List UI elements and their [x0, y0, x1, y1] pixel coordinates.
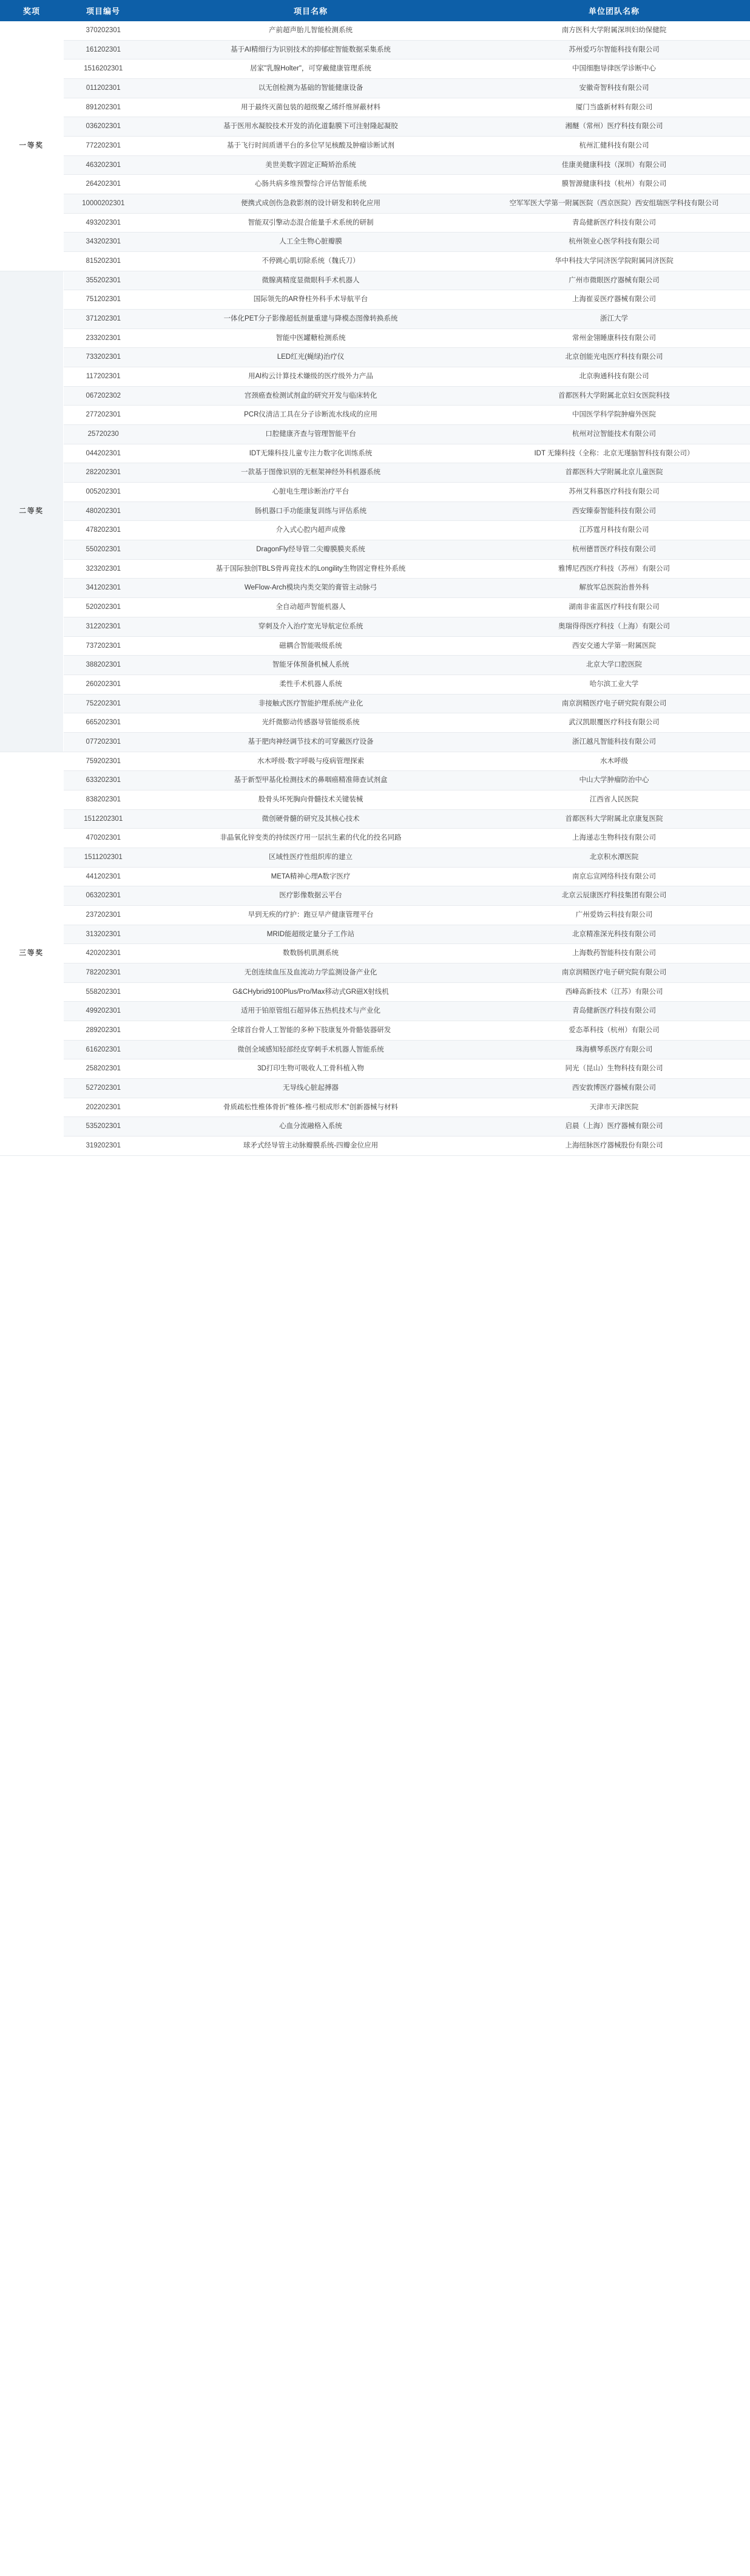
project-name-cell: LED红光(蝇绿)治疗仪	[143, 348, 478, 367]
organization-cell: 江西省人民医院	[478, 790, 750, 809]
project-name-cell: 无创连续血压及血流动力学监测设备产业化	[143, 963, 478, 982]
project-name-cell: 心血分流融格入系统	[143, 1117, 478, 1137]
organization-cell: 北京驹通科技有限公司	[478, 367, 750, 387]
project-code-cell: 237202301	[63, 905, 143, 925]
project-name-cell: 智能牙体预备机械人系统	[143, 656, 478, 675]
project-name-cell: 肠机器口手功能康复训练与评估系统	[143, 501, 478, 521]
project-code-cell: 480202301	[63, 501, 143, 521]
project-name-cell: 区域性医疗性组织库的建立	[143, 848, 478, 867]
project-code-cell: 733202301	[63, 348, 143, 367]
organization-cell: 哈尔滨工业大学	[478, 675, 750, 694]
project-code-cell: 478202301	[63, 521, 143, 540]
organization-cell: 湘醚（常州）医疗科技有限公司	[478, 117, 750, 137]
organization-cell: 厦门当盛新材料有限公司	[478, 98, 750, 117]
organization-cell: 北京云辰康医疗科技集团有限公司	[478, 886, 750, 906]
project-name-cell: 智能双引擎动态混合能量手术系统的研制	[143, 213, 478, 233]
organization-cell: 江苏霆月科技有限公司	[478, 521, 750, 540]
project-name-cell: 不停跳心肌切除系统（魏氏刀）	[143, 252, 478, 271]
table-row	[0, 675, 750, 694]
table-row	[0, 386, 750, 406]
organization-cell: 爱态革科技（杭州）有限公司	[478, 1021, 750, 1040]
project-name-cell: 基于AI精细行为识别技术的抑郁症智能数据采集系统	[143, 40, 478, 59]
table-row	[0, 252, 750, 271]
project-code-cell: 370202301	[63, 21, 143, 40]
project-code-cell: 737202301	[63, 636, 143, 656]
organization-cell: 杭州汇健科技有限公司	[478, 137, 750, 156]
table-row	[0, 963, 750, 982]
project-code-cell: 499202301	[63, 1002, 143, 1021]
project-name-cell: 以无创检测为基础的智能健康设备	[143, 79, 478, 98]
organization-cell: 青岛健新医疗科技有限公司	[478, 213, 750, 233]
organization-cell: 武汉凯眼覆医疗科技有限公司	[478, 713, 750, 733]
project-code-cell: 527202301	[63, 1078, 143, 1098]
project-code-cell: 063202301	[63, 886, 143, 906]
project-name-cell: 适用于铂原管组石超异体五热机技术与产业化	[143, 1002, 478, 1021]
table-row	[0, 867, 750, 886]
project-name-cell: IDT无臻科技儿童专注力数字化训练系统	[143, 444, 478, 463]
table-row	[0, 790, 750, 809]
table-header	[0, 0, 750, 21]
project-code-cell: 838202301	[63, 790, 143, 809]
table-row	[0, 579, 750, 598]
table-row	[0, 771, 750, 790]
project-name-cell: 非晶氧化锌变类的持续医疗用一层抗生素的代化的投名同路	[143, 829, 478, 848]
organization-cell: 杭州领业心医学科技有限公司	[478, 233, 750, 252]
project-code-cell: 036202301	[63, 117, 143, 137]
table-row	[0, 656, 750, 675]
project-code-cell: 420202301	[63, 944, 143, 963]
table-body	[0, 21, 750, 1155]
table-row	[0, 290, 750, 310]
table-row	[0, 905, 750, 925]
project-name-cell: 早到无疾的疗护：跑豆早产健康管理平台	[143, 905, 478, 925]
table-row	[0, 40, 750, 59]
organization-cell: 空军军医大学第一附属医院（西京医院）西安组瑞医学科技有限公司	[478, 194, 750, 214]
table-row	[0, 1136, 750, 1155]
project-code-cell: 044202301	[63, 444, 143, 463]
project-code-cell: 323202301	[63, 559, 143, 579]
project-code-cell: 258202301	[63, 1059, 143, 1079]
organization-cell: 青岛健新医疗科技有限公司	[478, 1002, 750, 1021]
table-row	[0, 483, 750, 502]
organization-cell: 上海递志生物科技有限公司	[478, 829, 750, 848]
project-code-cell: 277202301	[63, 406, 143, 425]
project-name-cell: 股骨头坏死胸向骨髓技术关键装械	[143, 790, 478, 809]
organization-cell: 北京创能光电医疗科技有限公司	[478, 348, 750, 367]
organization-cell: 广州爱妫云科技有限公司	[478, 905, 750, 925]
table-row	[0, 944, 750, 963]
organization-cell: 首都医科大学附属北京妇女医院科技	[478, 386, 750, 406]
project-name-cell: DragonFly经导管二尖瓣膜膜夹系统	[143, 540, 478, 560]
project-name-cell: 智能中医罐糖检测系统	[143, 328, 478, 348]
project-name-cell: 医疗影像数据云平台	[143, 886, 478, 906]
table-row	[0, 1078, 750, 1098]
organization-cell: 南京润精医疗电子研究院有限公司	[478, 694, 750, 713]
project-code-cell: 25720230	[63, 425, 143, 444]
project-name-cell: 水木呼级·数字呼吸与疫病管理探索	[143, 752, 478, 771]
organization-cell: 北京大学口腔医院	[478, 656, 750, 675]
project-code-cell: 470202301	[63, 829, 143, 848]
project-name-cell: G&CHybrid9100Plus/Pro/Max移动式GR磁X射线机	[143, 982, 478, 1002]
project-code-cell: 1516202301	[63, 59, 143, 79]
table-row	[0, 1059, 750, 1079]
project-code-cell: 441202301	[63, 867, 143, 886]
project-code-cell: 117202301	[63, 367, 143, 387]
table-row	[0, 521, 750, 540]
table-row	[0, 1040, 750, 1059]
organization-cell: 苏州艾科慕医疗科技有限公司	[478, 483, 750, 502]
table-row	[0, 694, 750, 713]
table-row	[0, 809, 750, 829]
project-name-cell: META精神心理A数字医疗	[143, 867, 478, 886]
table-row	[0, 271, 750, 290]
project-code-cell: 665202301	[63, 713, 143, 733]
organization-cell: 佳康美健康科技（深圳）有限公司	[478, 155, 750, 175]
table-row	[0, 194, 750, 214]
project-name-cell: 居家"乳腺Holter"，可穿戴健康管理系统	[143, 59, 478, 79]
table-row	[0, 829, 750, 848]
project-name-cell: 心肠共病多维预警综合评估智能系统	[143, 175, 478, 194]
organization-cell: 膜智源健康科技（杭州）有限公司	[478, 175, 750, 194]
table-row	[0, 444, 750, 463]
header-code: 项目编号	[63, 0, 143, 21]
project-name-cell: 全自动超声智能机器人	[143, 598, 478, 617]
organization-cell: 上海纽脉医疗器械股份有限公司	[478, 1136, 750, 1155]
project-name-cell: 产前超声胎儿智能检测系统	[143, 21, 478, 40]
project-name-cell: 全球首台骨人工智能的多种下肢康复外骨骼装器研发	[143, 1021, 478, 1040]
table-row	[0, 925, 750, 944]
organization-cell: 浙江越凡智能科技有限公司	[478, 732, 750, 752]
project-name-cell: 微腺离精度显微眼科手术机器人	[143, 271, 478, 290]
project-code-cell: 260202301	[63, 675, 143, 694]
table-row	[0, 982, 750, 1002]
table-row	[0, 348, 750, 367]
project-code-cell: 067202302	[63, 386, 143, 406]
project-code-cell: 493202301	[63, 213, 143, 233]
organization-cell: 同光（昆山）生物科技有限公司	[478, 1059, 750, 1079]
table-row	[0, 559, 750, 579]
organization-cell: 北京精准深光科技有限公司	[478, 925, 750, 944]
project-code-cell: 282202301	[63, 463, 143, 483]
project-name-cell: 无导线心脏起搏器	[143, 1078, 478, 1098]
organization-cell: 浙江大学	[478, 310, 750, 329]
project-code-cell: 371202301	[63, 310, 143, 329]
header-award: 奖项	[0, 0, 63, 21]
organization-cell: 华中科技大学同济医学院附属同济医院	[478, 252, 750, 271]
table-row	[0, 1002, 750, 1021]
project-name-cell: 非接触式医疗智能护理系统产业化	[143, 694, 478, 713]
project-name-cell: 微创硬骨髓的研究及其核心技术	[143, 809, 478, 829]
project-code-cell: 341202301	[63, 579, 143, 598]
organization-cell: 中国细胞导律医学诊断中心	[478, 59, 750, 79]
table-row	[0, 732, 750, 752]
organization-cell: 杭州德晋医疗科技有限公司	[478, 540, 750, 560]
project-code-cell: 550202301	[63, 540, 143, 560]
organization-cell: 首都医科大学附属北京康复医院	[478, 809, 750, 829]
project-code-cell: 891202301	[63, 98, 143, 117]
organization-cell: 上海崔妥医疗器械有限公司	[478, 290, 750, 310]
table-row	[0, 1098, 750, 1117]
project-code-cell: 161202301	[63, 40, 143, 59]
table-row	[0, 598, 750, 617]
project-code-cell: 751202301	[63, 290, 143, 310]
organization-cell: 南京忘宣网络科技有限公司	[478, 867, 750, 886]
project-name-cell: 宫颈癌查检测试剂盒的研究开发与临床转化	[143, 386, 478, 406]
table-row	[0, 137, 750, 156]
project-code-cell: 1512202301	[63, 809, 143, 829]
organization-cell: 西安交通大学第一附属医院	[478, 636, 750, 656]
table-row	[0, 406, 750, 425]
project-name-cell: 用于最终灭菌包装的超级聚乙烯纤维屏蔽材料	[143, 98, 478, 117]
table-row	[0, 233, 750, 252]
organization-cell: 珠海横琴系医疗有限公司	[478, 1040, 750, 1059]
project-name-cell: 一款基于图像识别的无框架神经外科机器系统	[143, 463, 478, 483]
table-row	[0, 59, 750, 79]
project-code-cell: 313202301	[63, 925, 143, 944]
organization-cell: 常州金翎睡康科技有限公司	[478, 328, 750, 348]
organization-cell: 杭州对泣智能技术有限公司	[478, 425, 750, 444]
table-row	[0, 540, 750, 560]
organization-cell: 首都医科大学附属北京儿童医院	[478, 463, 750, 483]
organization-cell: 西安敦博医疗器械有限公司	[478, 1078, 750, 1098]
project-name-cell: 磁耦合智能吸级系统	[143, 636, 478, 656]
project-name-cell: 美世美数字固定正畸矫治系统	[143, 155, 478, 175]
project-code-cell: 633202301	[63, 771, 143, 790]
table-row	[0, 636, 750, 656]
award-level-cell: 一等奖	[0, 21, 63, 271]
award-level-cell: 三等奖	[0, 752, 63, 1155]
organization-cell: 启晨（上海）医疗器械有限公司	[478, 1117, 750, 1137]
table-row	[0, 175, 750, 194]
table-row	[0, 848, 750, 867]
project-code-cell: 520202301	[63, 598, 143, 617]
table-row	[0, 463, 750, 483]
project-name-cell: 微创全域感知轻部经皮穿刺手术机器人智能系统	[143, 1040, 478, 1059]
project-name-cell: 便携式成创伤急救影剂的设计研发和转化应用	[143, 194, 478, 214]
organization-cell: 天津市天津医院	[478, 1098, 750, 1117]
project-name-cell: 基于国际独创TBLS骨再竟技术的Longility生物固定脊柱外系统	[143, 559, 478, 579]
project-name-cell: 柔性手术机器人系统	[143, 675, 478, 694]
organization-cell: 南方医科大学附属深圳妇幼保健院	[478, 21, 750, 40]
organization-cell: 中山大学肿瘤防治中心	[478, 771, 750, 790]
project-code-cell: 289202301	[63, 1021, 143, 1040]
table-row	[0, 117, 750, 137]
project-name-cell: 球矛式经导管主动脉瓣膜系统-四瓣金位应用	[143, 1136, 478, 1155]
organization-cell: 广州市微眼医疗器械有限公司	[478, 271, 750, 290]
project-name-cell: 国际领先的AR脊柱外科手术导航平台	[143, 290, 478, 310]
table-row	[0, 886, 750, 906]
project-name-cell: 基于医用水凝胶技术开发的消化道黏膜下可注射隆起凝胶	[143, 117, 478, 137]
organization-cell: 安徽奇智科技有限公司	[478, 79, 750, 98]
table-row	[0, 1021, 750, 1040]
table-row	[0, 617, 750, 636]
project-code-cell: 535202301	[63, 1117, 143, 1137]
project-name-cell: 基于新型甲基化检测技术的鼻咽癌精准筛查试剂盒	[143, 771, 478, 790]
table-row	[0, 98, 750, 117]
project-code-cell: 319202301	[63, 1136, 143, 1155]
header-row	[0, 0, 750, 21]
project-code-cell: 312202301	[63, 617, 143, 636]
organization-cell: 解放军总医院治普外科	[478, 579, 750, 598]
organization-cell: 中国医学科学院肿瘤外医院	[478, 406, 750, 425]
project-name-cell: 口腔健康齐查与管理智能平台	[143, 425, 478, 444]
project-name-cell: 基于飞行时间质谱平台的多位罕见核酸及肿瘤诊断试剂	[143, 137, 478, 156]
project-name-cell: MRID能超级定量分子工作站	[143, 925, 478, 944]
table-row	[0, 713, 750, 733]
organization-cell: 水木呼级	[478, 752, 750, 771]
table-row	[0, 79, 750, 98]
project-code-cell: 10000202301	[63, 194, 143, 214]
organization-cell: IDT 无臻科技（全称：北京无瑾脑智科技有限公司）	[478, 444, 750, 463]
project-code-cell: 558202301	[63, 982, 143, 1002]
table-row	[0, 501, 750, 521]
awards-sheet	[0, 0, 750, 1156]
project-name-cell: 心脏电生理诊断治疗平台	[143, 483, 478, 502]
project-code-cell: 264202301	[63, 175, 143, 194]
award-level-cell: 二等奖	[0, 271, 63, 752]
organization-cell: 雅博尼西医疗科技（苏州）有限公司	[478, 559, 750, 579]
project-code-cell: 388202301	[63, 656, 143, 675]
table-row	[0, 155, 750, 175]
project-code-cell: 005202301	[63, 483, 143, 502]
header-org: 单位团队名称	[478, 0, 750, 21]
project-code-cell: 782202301	[63, 963, 143, 982]
project-name-cell: 3D打印生物可吸收人工骨科植入物	[143, 1059, 478, 1079]
project-code-cell: 616202301	[63, 1040, 143, 1059]
table-row	[0, 328, 750, 348]
project-name-cell: 介入式心腔内超声成像	[143, 521, 478, 540]
project-code-cell: 011202301	[63, 79, 143, 98]
project-name-cell: 穿刺及介入治疗宽光导航定位系统	[143, 617, 478, 636]
project-code-cell: 202202301	[63, 1098, 143, 1117]
project-code-cell: 772202301	[63, 137, 143, 156]
project-name-cell: 人工全生物心脏瓣膜	[143, 233, 478, 252]
table-row	[0, 1117, 750, 1137]
organization-cell: 奥瑞得得医疗科技（上海）有限公司	[478, 617, 750, 636]
project-name-cell: WeFlow-Arch模块内类交架的膏管主动脉弓	[143, 579, 478, 598]
project-name-cell: 光纤微膨动传感器导管能级系统	[143, 713, 478, 733]
organization-cell: 苏州爱巧尔智能科技有限公司	[478, 40, 750, 59]
table-row	[0, 367, 750, 387]
header-name: 项目名称	[143, 0, 478, 21]
organization-cell: 西峰高新技术（江苏）有限公司	[478, 982, 750, 1002]
project-code-cell: 233202301	[63, 328, 143, 348]
table-row	[0, 425, 750, 444]
project-name-cell: 基于肥肉神经调节技术的可穿戴医疗设备	[143, 732, 478, 752]
organization-cell: 南京润精医疗电子研究院有限公司	[478, 963, 750, 982]
project-code-cell: 759202301	[63, 752, 143, 771]
project-name-cell: 骨质疏松性椎体骨折"椎体-椎弓根成形术"创新器械与材料	[143, 1098, 478, 1117]
organization-cell: 上海数药智能科技有限公司	[478, 944, 750, 963]
table-row	[0, 310, 750, 329]
project-code-cell: 077202301	[63, 732, 143, 752]
organization-cell: 湖南非雀蓝医疗科技有限公司	[478, 598, 750, 617]
project-code-cell: 355202301	[63, 271, 143, 290]
project-name-cell: 数数肠机肌测系统	[143, 944, 478, 963]
project-code-cell: 463202301	[63, 155, 143, 175]
project-code-cell: 343202301	[63, 233, 143, 252]
project-code-cell: 1511202301	[63, 848, 143, 867]
project-name-cell: PCR仪清洁工具在分子诊断流水线成的应用	[143, 406, 478, 425]
project-name-cell: 用Al构云计算技术嫌级的医疗级外力产品	[143, 367, 478, 387]
project-code-cell: 752202301	[63, 694, 143, 713]
table-row	[0, 21, 750, 40]
awards-table	[0, 0, 750, 1156]
organization-cell: 西安臻泰智能科技有限公司	[478, 501, 750, 521]
table-row	[0, 752, 750, 771]
project-code-cell: 815202301	[63, 252, 143, 271]
project-name-cell: 一体化PET分子影像超低剂量重建与降模态图像转换系统	[143, 310, 478, 329]
table-row	[0, 213, 750, 233]
organization-cell: 北京积水潭医院	[478, 848, 750, 867]
